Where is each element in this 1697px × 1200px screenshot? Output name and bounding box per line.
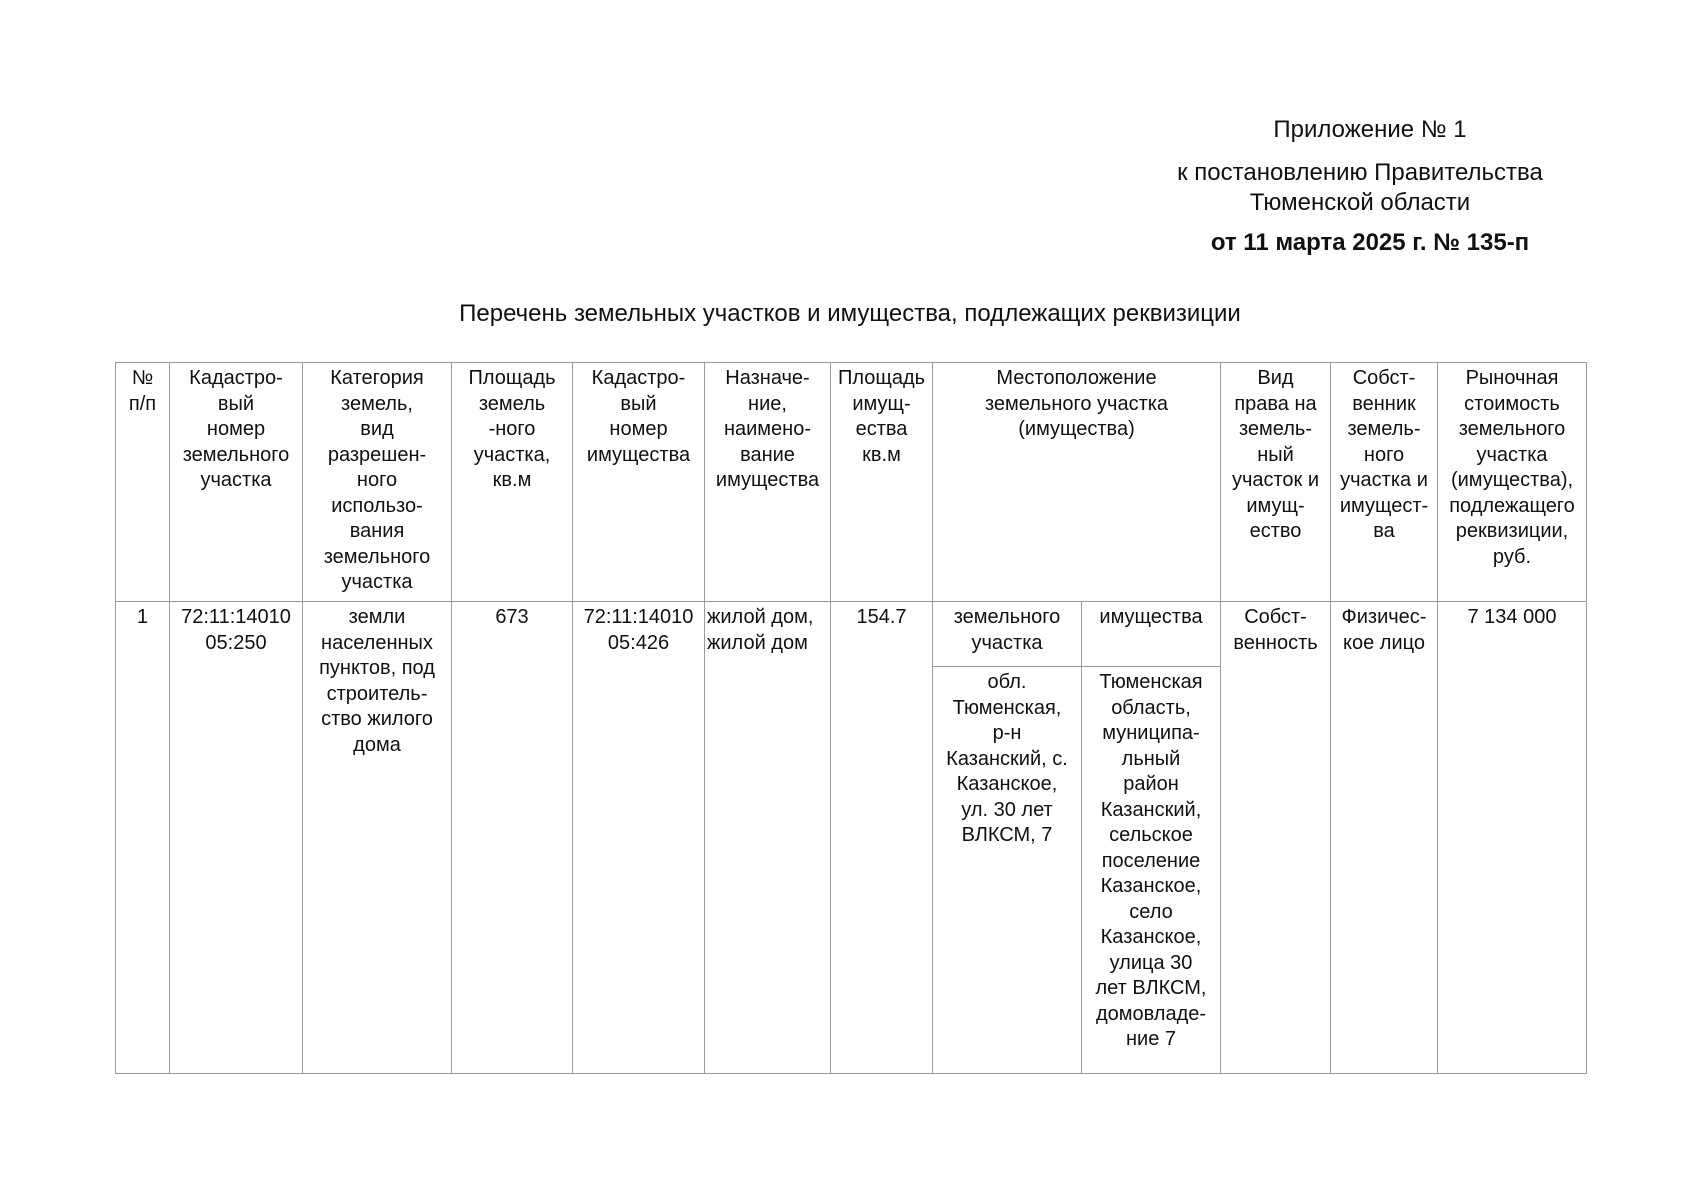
cell-owner [1331,602,1438,1074]
cell-line: вания [349,520,405,542]
cell-line: обл. [987,671,1027,693]
cell-line: ние, [748,392,787,415]
cell-line: 72:11:14010 [583,606,694,628]
cell-line: 05:250 [205,631,267,654]
cell-line: Казанский, [1100,798,1202,821]
cell-line: муниципа- [1102,722,1200,744]
appendix-number: Приложение № 1 [1273,116,1467,143]
appendix-reference [1150,158,1570,218]
cell-line: жилой дом [707,631,808,654]
cell-location-land-label [933,602,1082,667]
header-cell [573,363,705,602]
cell-line: населенных [321,631,433,654]
cell-line: домовладе- [1095,1002,1207,1025]
cell-line: п/п [128,392,157,415]
cell-line: имущ- [852,392,911,415]
cell-location-land [933,667,1082,1074]
cell-line: земель- [1238,418,1313,440]
cell-line: Физичес- [1341,606,1427,628]
appendix-reference-line1: к постановлению Правительства [1177,159,1543,186]
cell-line: номер [609,418,668,440]
header-cell [1221,363,1331,602]
cell-line: имущест- [1339,494,1429,517]
cell-line: участка и [1340,469,1428,491]
cell-line: район [1123,773,1179,795]
cell-line: село [1129,900,1173,923]
appendix-reference-line2: Тюменской области [1249,189,1471,216]
cell-line: разрешен- [327,443,427,466]
cell-line: Категория [330,367,424,389]
cell-line: лет ВЛКСМ, [1095,977,1207,999]
cell-line: область, [1111,696,1191,719]
cell-line: участка [341,571,413,593]
cell-land-area: 673 [452,602,573,1074]
cell-line: Кадастро- [591,367,686,389]
cell-line: ного [356,469,398,491]
cell-line: сельское [1109,824,1193,846]
cell-line: земельного [182,443,290,466]
cell-line: Казанское, [956,773,1058,795]
cell-line: вый [620,392,657,415]
cell-line: вид [360,418,394,440]
cell-line: реквизиции, [1455,520,1569,542]
cell-purpose [705,602,831,1074]
cell-value: 7 134 000 [1438,602,1587,1074]
cell-line: пунктов, под [319,657,435,679]
cell-line: кв.м [492,469,532,491]
cell-line: номер [206,418,266,440]
cell-location-property-label: имущества [1082,602,1221,667]
cell-line: Рыночная [1465,367,1559,389]
cell-line: р-н [992,722,1022,744]
cell-line: земель- [1347,418,1421,440]
cell-line: Казанское, [1100,926,1202,948]
cell-line: подлежащего [1449,494,1575,517]
cell-line: земельного участка [984,392,1169,415]
cell-line: Площадь [468,367,556,389]
cell-line: земельного [953,606,1061,628]
cell-property-area: 154.7 [831,602,933,1074]
cell-line: Вид [1257,367,1294,389]
cell-line: земли [348,606,406,628]
cell-line: ВЛКСМ, 7 [961,824,1053,846]
cell-line: ного [1363,443,1405,466]
cell-line: (имущества) [1018,418,1135,440]
cell-line: Площадь [837,367,926,389]
cell-line: улица 30 [1109,951,1193,974]
cell-line: земельного [1458,418,1566,440]
cell-line: венность [1233,631,1318,654]
cell-line: кое лицо [1343,631,1425,654]
cell-number: 1 [116,602,170,1074]
cell-line: права на [1234,392,1317,415]
cell-line: Казанское, [1100,875,1202,897]
cell-line: -ного [488,418,536,440]
cell-line: ние 7 [1125,1028,1177,1050]
cell-line: ство жилого [321,708,433,730]
cell-category [303,602,452,1074]
cell-line: Назначе- [725,367,810,389]
cell-line: наимено- [723,418,812,440]
requisition-table [115,362,1587,1074]
table-header-row [116,363,1587,602]
cell-line: участка [1476,443,1548,466]
cell-line: строитель- [326,682,428,705]
cell-line: вый [217,392,255,415]
cell-line: 72:11:14010 [181,606,291,628]
cell-line: Тюменская [1099,671,1203,693]
cell-line: 05:426 [607,631,670,654]
header-cell [705,363,831,602]
cell-location-property [1082,667,1221,1074]
cell-line: земель, [341,392,413,415]
appendix-date: от 11 марта 2025 г. № 135-п [1210,229,1530,256]
header-cell [1331,363,1438,602]
cell-line: земельного [323,545,431,568]
header-cell [303,363,452,602]
cell-line: стоимость [1464,392,1560,415]
cell-line: поселение [1101,849,1201,872]
cell-line: Собст- [1352,367,1416,389]
cell-line: участок и [1231,469,1320,491]
cell-line: ул. 30 лет [961,798,1053,821]
header-cell [116,363,170,602]
cell-line: Тюменская, [952,696,1062,719]
cell-line: участка [971,631,1043,654]
cell-line: льный [1121,747,1181,770]
cell-line: имущества [586,443,691,466]
cell-line: Местоположение [996,367,1157,389]
cell-line: Собст- [1244,606,1307,628]
cell-line: использо- [331,494,423,517]
cell-line: Кадастро- [189,367,283,389]
header-cell [1438,363,1587,602]
document-title: Перечень земельных участков и имущества, подлежащих реквизиции [459,300,1241,327]
cell-property-cadastral [573,602,705,1074]
cell-line: участка, [473,443,551,466]
cell-line: руб. [1492,545,1532,568]
cell-line: Казанский, с. [946,747,1068,770]
cell-line: № [131,367,154,389]
header-cell [831,363,933,602]
header-cell [170,363,303,602]
cell-line: участка [200,469,272,491]
cell-line: дома [353,733,401,756]
cell-line: имущ- [1246,494,1305,517]
cell-right [1221,602,1331,1074]
cell-line: (имущества), [1450,469,1574,491]
cell-line: вание [740,443,795,466]
cell-line: ва [1373,520,1395,542]
header-cell [452,363,573,602]
cell-land-cadastral [170,602,303,1074]
cell-line: ество [1249,520,1302,542]
cell-line: ный [1257,443,1294,466]
cell-line: ества [855,418,908,440]
cell-line: жилой дом, [707,606,814,628]
cell-line: венник [1352,392,1416,415]
cell-line: земель [478,392,546,415]
header-cell-location [933,363,1221,602]
cell-line: имущества [715,469,820,491]
cell-line: кв.м [862,443,901,466]
table-row [116,602,1587,667]
